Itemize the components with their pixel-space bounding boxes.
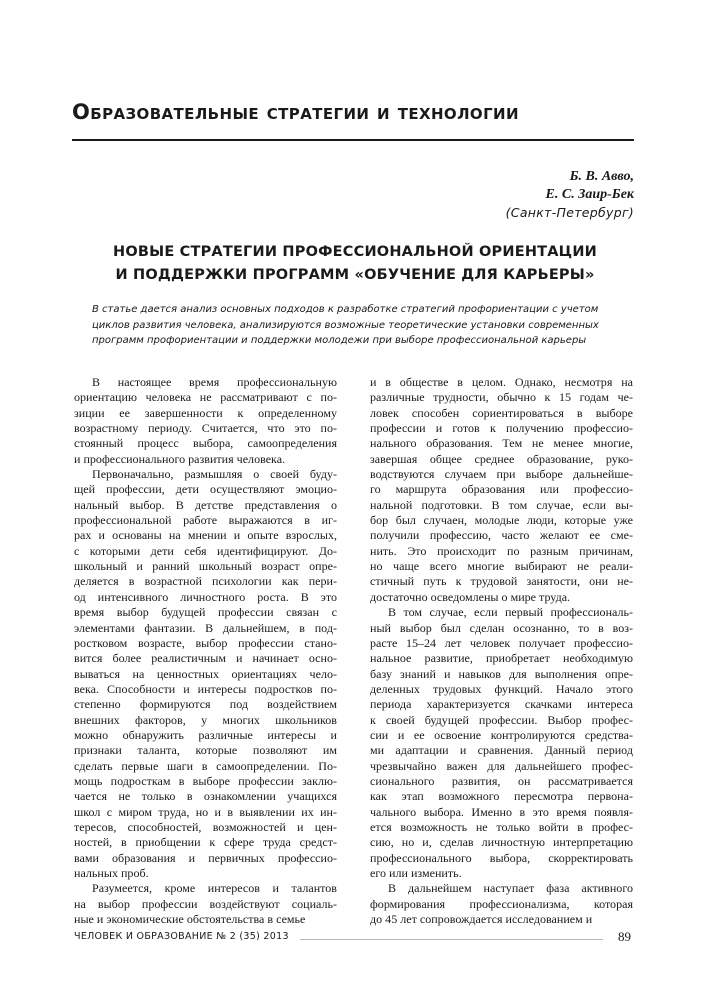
text-line: В настоящее время профессиональную [92,375,337,389]
text-line: ловек способен сориентироваться в выборе [370,405,633,420]
text-line: В дальнейшем наступает фаза активного [388,881,633,896]
text-line: сионального развития, он рассматривается [370,773,633,788]
text-line: нальный выбор. В детстве представления о [74,497,337,512]
text-line: его или изменить. [370,866,462,880]
text-line: нальное развитие, приобретает необходимую [370,651,633,666]
text-line: профессии и готов к получению профессио- [370,421,633,436]
text-line: стоянный процесс выбора, самоопределения [74,436,337,451]
footer-rule [300,939,603,940]
text-line: расте 15–24 лет человек получает профессио- [370,635,633,650]
header-rule [72,139,634,141]
text-line: вится более реалистичным и начинает осно- [74,651,337,666]
page-number: 89 [618,929,631,944]
text-line: мощь подросткам в выборе профессии заклю- [74,773,337,788]
text-line: и в обществе в целом. Однако, несмотря на [370,375,633,389]
text-line: достаточно осведомлены о мире труда. [370,589,571,604]
text-line: ный выбор был сделан осознанно, то в воз- [370,620,633,635]
text-line: формирования профессионализма, которая [370,896,633,911]
author-name: Б. В. Авво, [569,169,634,184]
body-column-right [370,375,633,927]
title-line: НОВЫЕ СТРАТЕГИИ ПРОФЕССИОНАЛЬНОЙ ОРИЕНТАЦИИ [112,244,597,260]
text-line: водствуются случаем при выборе дальнейше- [370,467,633,482]
text-line: стичный путь к трудовой занятости, они не- [370,574,633,589]
text-line: века. Способности и интересы подростков по- [74,681,337,696]
text-line: тересов, способностей, возможностей и цен- [74,819,337,834]
text-line: вами образования и первичных профессио- [74,850,337,865]
text-line: получили профессию, часто желают ее сме- [370,528,633,543]
text-line: программ профориентации и поддержки молодежи при выборе профессиональной карьеры [92,335,587,346]
text-line: нального образования. Тем не менее многие, [370,436,633,451]
title-line: И ПОДДЕРЖКИ ПРОГРАММ «ОБУЧЕНИЕ ДЛЯ КАРЬЕРЫ» [115,267,595,283]
text-line: чального выбора. Именно в это время появля- [370,804,633,819]
text-line: деленных трудовых функций. Начало этого [370,681,633,696]
text-line: с которыми дети себя идентифицируют. До- [74,543,337,558]
text-line: на выбор профессии воздействуют социаль- [74,896,337,911]
text-line: од интенсивного личностного роста. В это [74,589,337,604]
text-line: школьный и ранний школьный возраст опре- [74,559,337,574]
text-line: школ с миром труда, но и в выявлении их ин- [74,804,337,819]
text-line: вываться на ценностных ориентациях чело- [74,666,337,681]
author-affiliation: (Санкт-Петербург) [505,205,634,220]
text-line: различные трудности, обычно к 15 годам че- [370,390,633,405]
text-line: время выбор будущей профессии связан с [74,605,337,620]
text-line: бор был случаен, молодые люди, которые уже [370,513,633,528]
text-line: ми адаптации и сравнения. Данный период [370,743,633,758]
author-name: Е. С. Заир-Бек [545,187,634,202]
text-line: зиции ее завершенности к определенному [74,405,337,420]
text-line: Разумеется, кроме интересов и талантов [92,881,337,896]
footer-journal-name: ЧЕЛОВЕК И ОБРАЗОВАНИЕ № 2 (35) 2013 [74,931,289,942]
text-line: возрастному периоду. Считается, что это по- [74,421,337,436]
text-line: ориентацию человека не рассматривают с по- [74,390,337,405]
text-line: чается не только в ознакомлении учащихся [74,789,337,804]
text-line: рах и основаны на мнении и опыте взрослых, [74,528,337,543]
text-line: завершая общее среднее образование, руко- [370,451,633,466]
text-line: ростковом возрасте, выбор профессии стано- [74,635,337,650]
text-line: ется возможность не только войти в профес- [370,819,633,834]
body-column-left [74,375,337,927]
text-line: ные и экономические обстоятельства в семье [74,912,306,927]
text-line: профессионального выбора, скорректировать [370,850,633,865]
text-line: деляется в возрастной психологии как пери- [74,574,337,589]
text-line: сии и ее освоение контролируются средства- [370,727,633,742]
text-line: В том случае, если первый профессиональ- [388,605,633,620]
text-line: к своей будущей профессии. Выбор профес- [370,712,633,727]
text-line: нальных проб. [74,866,149,880]
text-line: внешних факторов, у многих школьников [74,712,337,727]
article-title [90,241,620,287]
text-line: нальной подготовки. В том случае, если вы- [370,497,633,512]
text-line: до 45 лет сопровождается исследованием и [370,912,593,927]
text-line: го маршрута образования или профессио- [370,482,633,497]
text-line: можно обнаружить различные интересы и [74,727,337,742]
text-line: Первоначально, размышляя о своей буду- [92,467,337,482]
text-line: сию, но и, сделав личностную интерпретацию [370,835,633,850]
text-line: базу знаний и навыков для выполнения опре- [370,666,633,681]
text-line: нить. Это происходит по разным причинам, [370,543,633,558]
text-line: циклов развития человека, анализируются возможные теоретические установки современных [92,319,599,331]
text-line: щей профессии, дети осуществляют эмоцио- [74,482,337,497]
text-line: признаки таланта, которые позволяют им [74,743,337,758]
text-line: степенно формируются под воздействием [74,697,337,712]
section-header: Образовательные стратегии и технологии [72,100,519,124]
text-line: профессиональной работе выражаются в иг- [74,513,337,528]
text-line: и профессионального развития человека. [74,451,286,466]
text-line: чрезвычайно важен для дальнейшего профес- [370,758,633,773]
text-line: ностей, в приобщении к сфере труда средст- [74,835,337,850]
abstract [92,302,632,349]
text-line: В статье дается анализ основных подходов к разработке стратегий профориентации с учетом [92,304,599,315]
author-block [506,168,634,222]
text-line: но чаще всего многие выбирают не реали- [370,559,633,574]
text-line: как этап возможного пересмотра первона- [370,789,633,804]
text-line: элементами фантазии. В дальнейшем, в под- [74,620,337,635]
text-line: сделать первые шаги в самоопределении. По- [74,758,337,773]
text-line: периода характеризуется скачками интереса [370,697,633,712]
